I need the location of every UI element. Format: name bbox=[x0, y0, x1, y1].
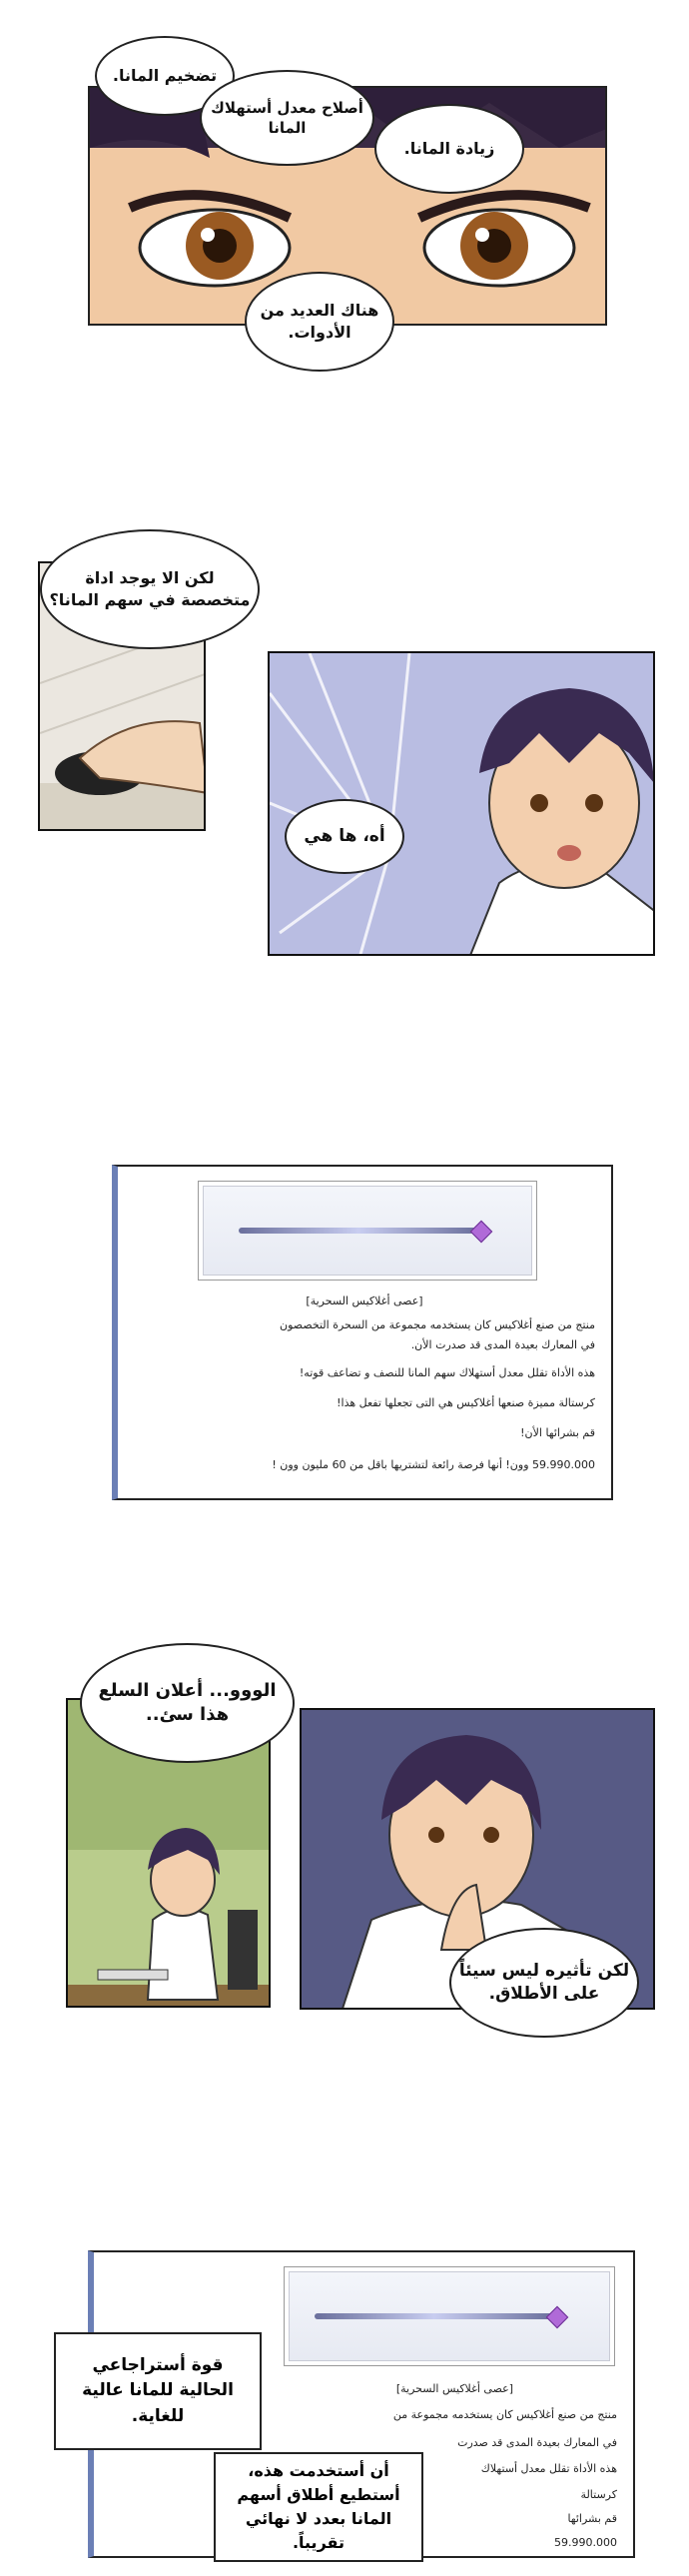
ad-line: منتج من صنع أغلاكيس كان يستخدمه مجموعة من السحرة التخصصون bbox=[280, 1318, 595, 1331]
narration-box-recovery: قوة أستراجاعي الحالية للمانا عالية للغاية. bbox=[54, 2332, 262, 2450]
narration-line-2: أستطيع أطلاق أسهم المانا بعدد لا نهائي تقريباً. bbox=[237, 2485, 400, 2552]
speech-bubble-many-tools: هناك العديد من الأدوات. bbox=[245, 272, 394, 372]
wand-image-frame bbox=[284, 2266, 615, 2366]
ad-line: 59.990.000 bbox=[554, 2536, 617, 2549]
ad-line: كرستالة bbox=[580, 2488, 617, 2501]
ad-line: في المعارك بعيدة المدى قد صدرت bbox=[457, 2436, 617, 2449]
ad-line: قم بشرائها bbox=[567, 2512, 617, 2525]
narration-line-1: أن أستخدمت هذه، bbox=[248, 2461, 389, 2480]
speech-bubble-here-it-is: أه، ها هي bbox=[285, 799, 404, 874]
ad-line: قم بشرائها الأن! bbox=[520, 1426, 595, 1439]
ad-line: هذه الأداة تقلل معدل أستهلاك سهم المانا للنصف و تضاعف قوته! bbox=[299, 1366, 595, 1379]
product-ad-panel bbox=[112, 1165, 613, 1500]
speech-bubble-effect-not-bad: لكن تأثيره ليس سيئاً على الأطلاق. bbox=[449, 1928, 639, 2038]
narration-box-infinite-arrows bbox=[214, 2452, 423, 2562]
speech-bubble-mana-increase: زيادة المانا. bbox=[374, 104, 524, 194]
speech-bubble-no-special-tool: لكن الا يوجد اداة متخصصة في سهم المانا؟ bbox=[40, 529, 260, 649]
speech-bubble-mana-amplify: تضخيم المانا. bbox=[95, 36, 235, 116]
ad-caption: [عصى أغلاكيس السحرية] bbox=[306, 1294, 423, 1307]
ad-line: في المعارك بعيدة المدى قد صدرت الأن. bbox=[410, 1338, 595, 1351]
ad-caption: [عصى أغلاكيس السحرية] bbox=[395, 2382, 513, 2395]
ad-line: كرستالة مميزة صنعها أغلاكيس هي التى تجعلها تفعل هذا! bbox=[337, 1396, 595, 1409]
magic-wand-image bbox=[315, 2313, 554, 2319]
wand-crystal-icon bbox=[546, 2306, 569, 2329]
ad-line: هذه الأداة تقلل معدل أستهلاك bbox=[480, 2462, 617, 2475]
speech-bubble-bad-ad: الووو... أعلان السلع هذا سئ.. bbox=[80, 1643, 295, 1763]
wand-crystal-icon bbox=[470, 1221, 493, 1244]
ad-line: منتج من صنع أغلاكيس كان يستخدمه مجموعة من bbox=[392, 2408, 617, 2421]
magic-wand-image bbox=[239, 1228, 478, 1234]
ad-line: 59.990.000 وون! أنها فرصة رائعة لتشتريها باقل من 60 مليون وون ! bbox=[272, 1458, 595, 1471]
wand-image-frame bbox=[198, 1181, 537, 1281]
speech-bubble-mana-repair: أصلاح معدل أستهلاك المانا bbox=[200, 70, 374, 166]
